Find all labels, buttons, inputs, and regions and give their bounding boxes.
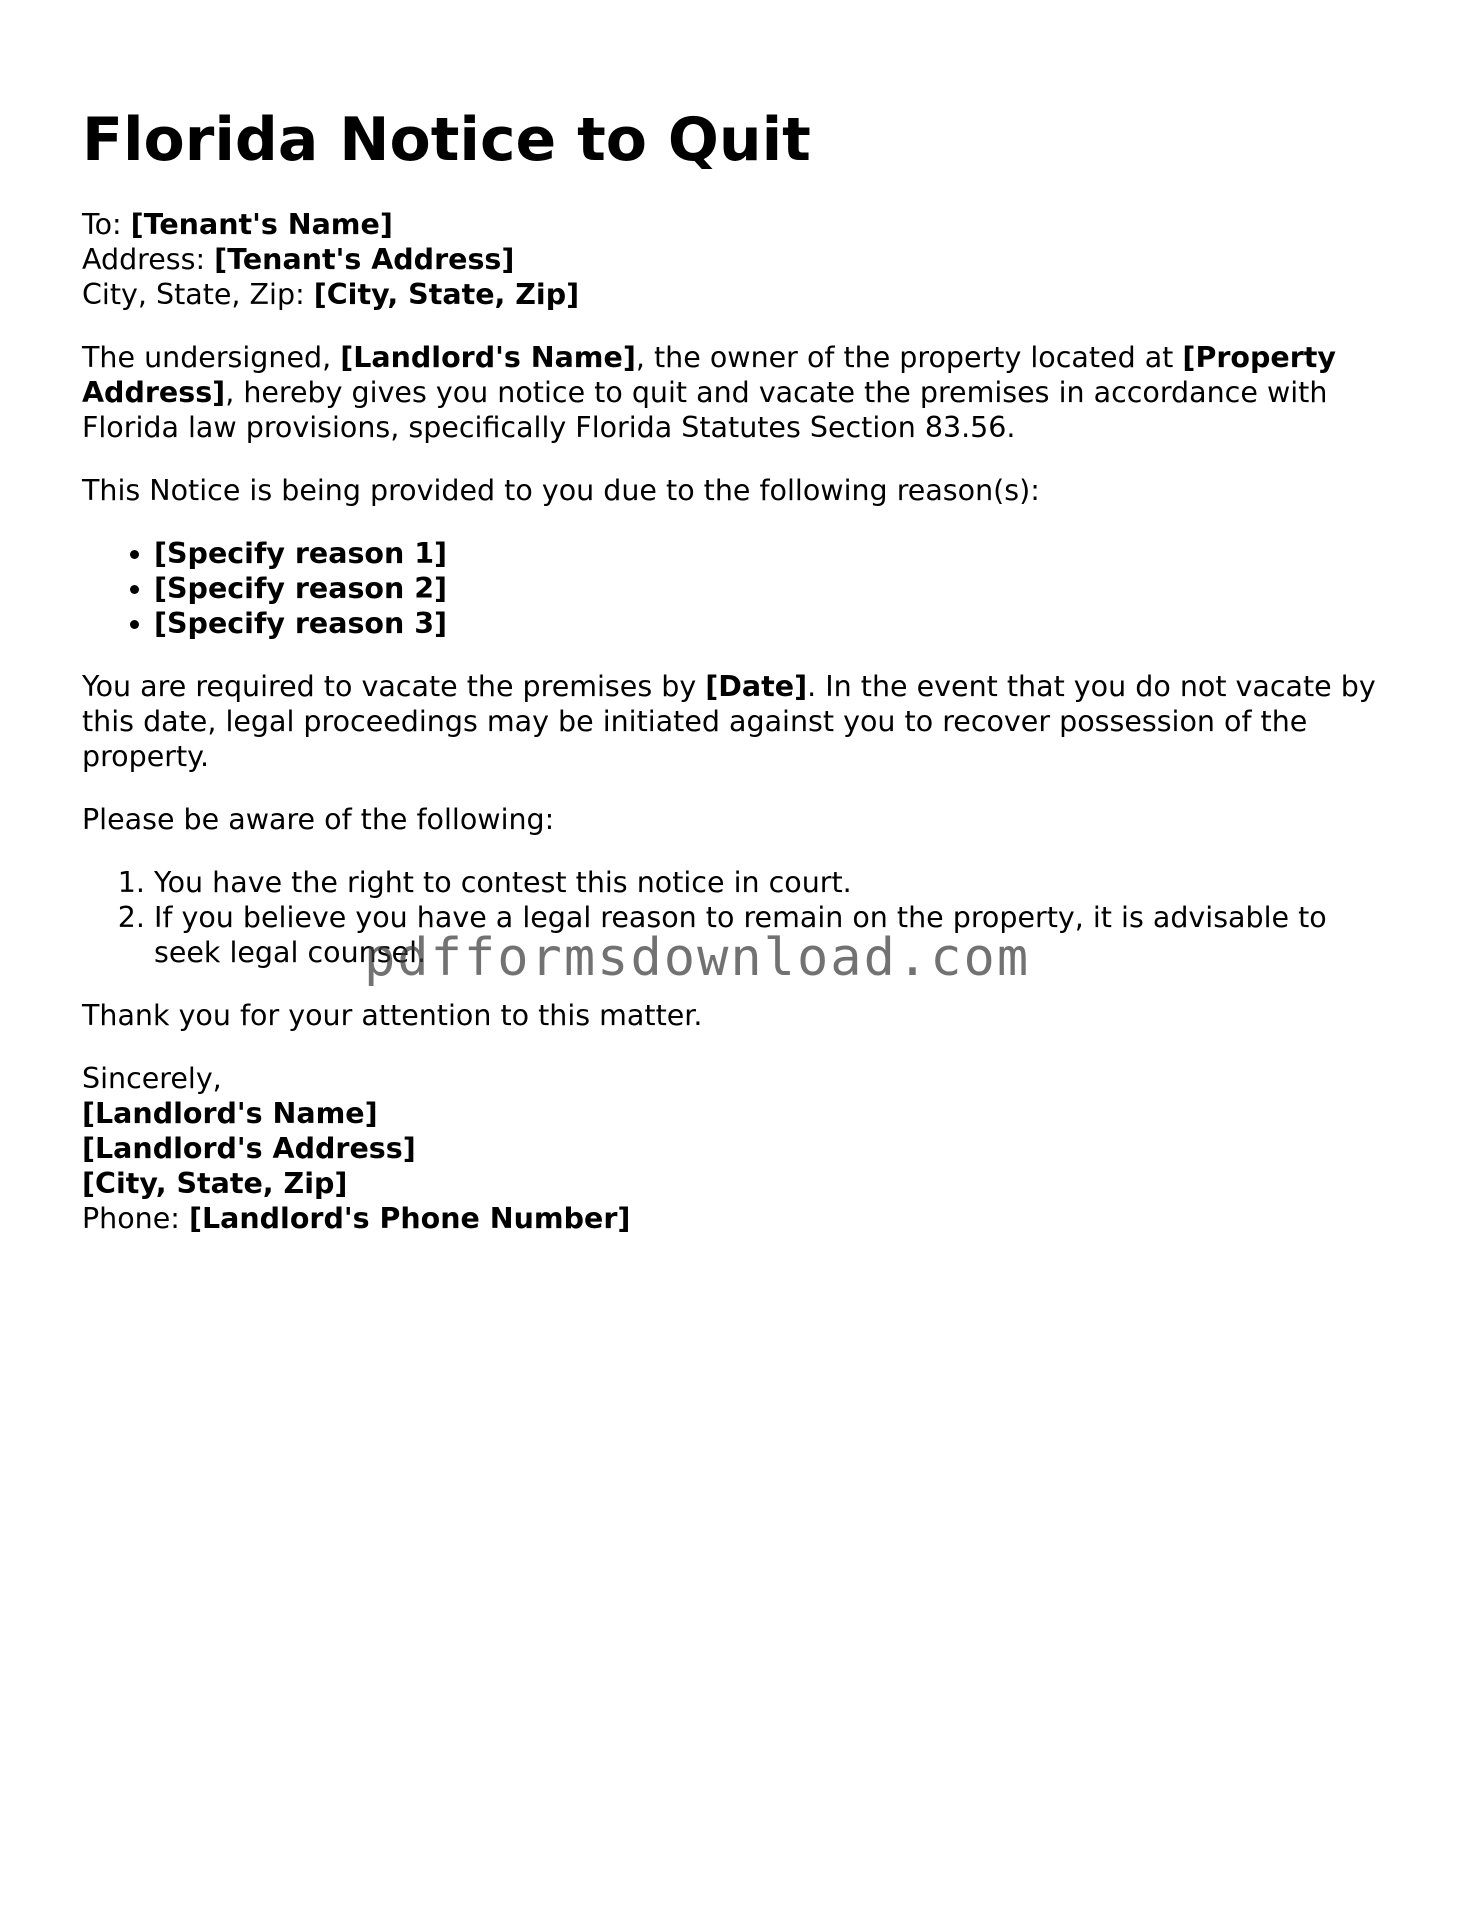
address-label: Address: xyxy=(82,243,206,276)
reasons-list xyxy=(82,536,1402,641)
reason-item xyxy=(154,606,1402,641)
reason-text: [Specify reason 2] xyxy=(154,572,448,605)
to-label: To: xyxy=(82,208,122,241)
reason-text: [Specify reason 1] xyxy=(154,537,448,570)
signature-phone-line xyxy=(82,1201,1402,1236)
intro-landlord-name: [Landlord's Name] xyxy=(340,341,636,374)
signature-landlord-name: [Landlord's Name] xyxy=(82,1097,378,1130)
intro-property-address: [Property Address] xyxy=(82,341,1336,409)
document-title: Florida Notice to Quit xyxy=(82,105,811,175)
intro-text-1: The undersigned, xyxy=(82,341,341,374)
thanks-paragraph: Thank you for your attention to this matter. xyxy=(82,999,703,1032)
intro-text-3: , hereby gives you notice to quit and vacate the premises in accordance with Florida law provisions, specifically Florida Statutes Section 83.56. xyxy=(82,376,1328,444)
vacate-date: [Date] xyxy=(705,670,808,703)
signature-landlord-address: [Landlord's Address] xyxy=(82,1132,416,1165)
aware-item: 2. If you believe you have a legal reason to remain on the property, it is advisable to seek legal counsel. xyxy=(154,900,1402,970)
intro-text-2: , the owner of the property located at xyxy=(635,341,1183,374)
tenant-address: [Tenant's Address] xyxy=(214,243,515,276)
recipient-block xyxy=(82,207,1402,312)
tenant-city: [City, State, Zip] xyxy=(313,278,580,311)
recipient-city-line xyxy=(82,277,1402,312)
recipient-address-line xyxy=(82,242,1402,277)
aware-intro: Please be aware of the following: xyxy=(82,803,555,836)
city-label: City, State, Zip: xyxy=(82,278,305,311)
phone-label: Phone: xyxy=(82,1202,180,1235)
landlord-phone: [Landlord's Phone Number] xyxy=(188,1202,631,1235)
intro-paragraph xyxy=(82,340,1402,445)
signature-city: [City, State, Zip] xyxy=(82,1167,348,1200)
reasons-intro: This Notice is being provided to you due to the following reason(s): xyxy=(82,474,1040,507)
reason-text: [Specify reason 3] xyxy=(154,607,448,640)
reason-item xyxy=(154,571,1402,606)
vacate-text-2: . In the event that you do not vacate by this date, legal proceedings may be initiated against you to recover possession of the property. xyxy=(82,670,1376,773)
document-page xyxy=(82,100,1402,1264)
signature-block xyxy=(82,1061,1402,1236)
vacate-text-1: You are required to vacate the premises by xyxy=(82,670,706,703)
tenant-name: [Tenant's Name] xyxy=(130,208,393,241)
recipient-to-line xyxy=(82,207,1402,242)
signature-closing: Sincerely, xyxy=(82,1062,222,1095)
watermark-text: pdfformsdownload.com xyxy=(364,928,1031,988)
aware-item: 1. You have the right to contest this notice in court. xyxy=(154,865,1402,900)
reason-item xyxy=(154,536,1402,571)
vacate-paragraph xyxy=(82,669,1402,774)
aware-list xyxy=(82,865,1402,970)
